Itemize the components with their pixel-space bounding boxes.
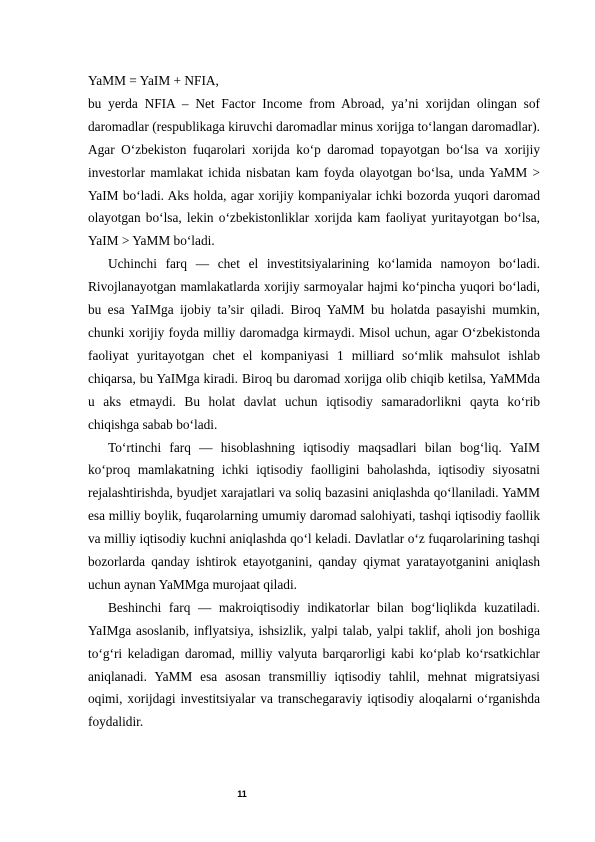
formula-line: YaMM = YaIM + NFIA, [88,73,219,88]
page-number: 11 [237,789,247,799]
paragraph-third-difference: Uchinchi farq — chet el investitsiyalarining ko‘lamida namoyon bo‘ladi. Rivojlanayotgan mamlakatlarda xorijiy sarmoyalar hajmi ko‘pincha yuqori bo‘ladi, bu esa YaIMga ijobiy ta’sir qiladi. Biroq YaMM bu holatda pasayishi mumkin, chunki xorijiy foyda milliy daromadga kirmaydi. Misol uchun, agar O‘zbekistonda faoliyat yuritayotgan chet el kompaniyasi 1 milliard so‘mlik mahsulot ishlab chiqarsa, bu YaIMga kiradi. Biroq bu daromad xorijga olib chiqib ketilsa, YaMMda u aks etmaydi. Bu holat davlat uchun iqtisodiy samaradorlikni qayta ko‘rib chiqishga sabab bo‘ladi. [88,256,540,432]
document-body [88,70,540,734]
paragraph-nfia-definition: bu yerda NFIA – Net Factor Income from Abroad, ya’ni xorijdan olingan sof daromadlar (respublikaga kiruvchi daromadlar minus xorijga to‘langan daromadlar). Agar O‘zbekiston fuqarolari xorijda ko‘p daromad topayotgan bo‘lsa va xorijiy investorlar mamlakat ichida nisbatan kam foyda olayotgan bo‘lsa, unda YaMM > YaIM bo‘ladi. Aks holda, agar xorijiy kompaniyalar ichki bozorda yuqori daromad olayotgan bo‘lsa, lekin o‘zbekistonliklar xorijda kam faoliyat yuritayotgan bo‘lsa, YaIM > YaMM bo‘ladi. [88,95,540,249]
paragraph-fifth-difference: Beshinchi farq — makroiqtisodiy indikatorlar bilan bog‘liqlikda kuzatiladi. YaIMga asoslanib, inflyatsiya, ishsizlik, yalpi talab, yalpi taklif, aholi jon boshiga to‘g‘ri keladigan daromad, milliy valyuta barqarorligi kabi ko‘plab ko‘rsatkichlar aniqlanadi. YaMM esa asosan transmilliy iqtisodiy tahlil, mehnat migratsiyasi oqimi, xorijdagi investitsiyalar va transchegaraviy iqtisodiy aloqalarni o‘rganishda foydalidir. [88,599,540,730]
paragraph-fourth-difference: To‘rtinchi farq — hisoblashning iqtisodiy maqsadlari bilan bog‘liq. YaIM ko‘proq mamlakatning ichki iqtisodiy faolligini baholashda, iqtisodiy siyosatni rejalashtirishda, byudjet xarajatlari va soliq bazasini aniqlashda qo‘llaniladi. YaMM esa milliy boylik, fuqarolarning umumiy daromad salohiyati, tashqi iqtisodiy faollik va milliy iqtisodiy kuchni aniqlashda qo‘l keladi. Davlatlar o‘z fuqarolarining tashqi bozorlarda qanday ishtirok etayotganini, qanday qiymat yaratayotganini aniqlash uchun aynan YaMMga murojaat qiladi. [88,439,540,592]
